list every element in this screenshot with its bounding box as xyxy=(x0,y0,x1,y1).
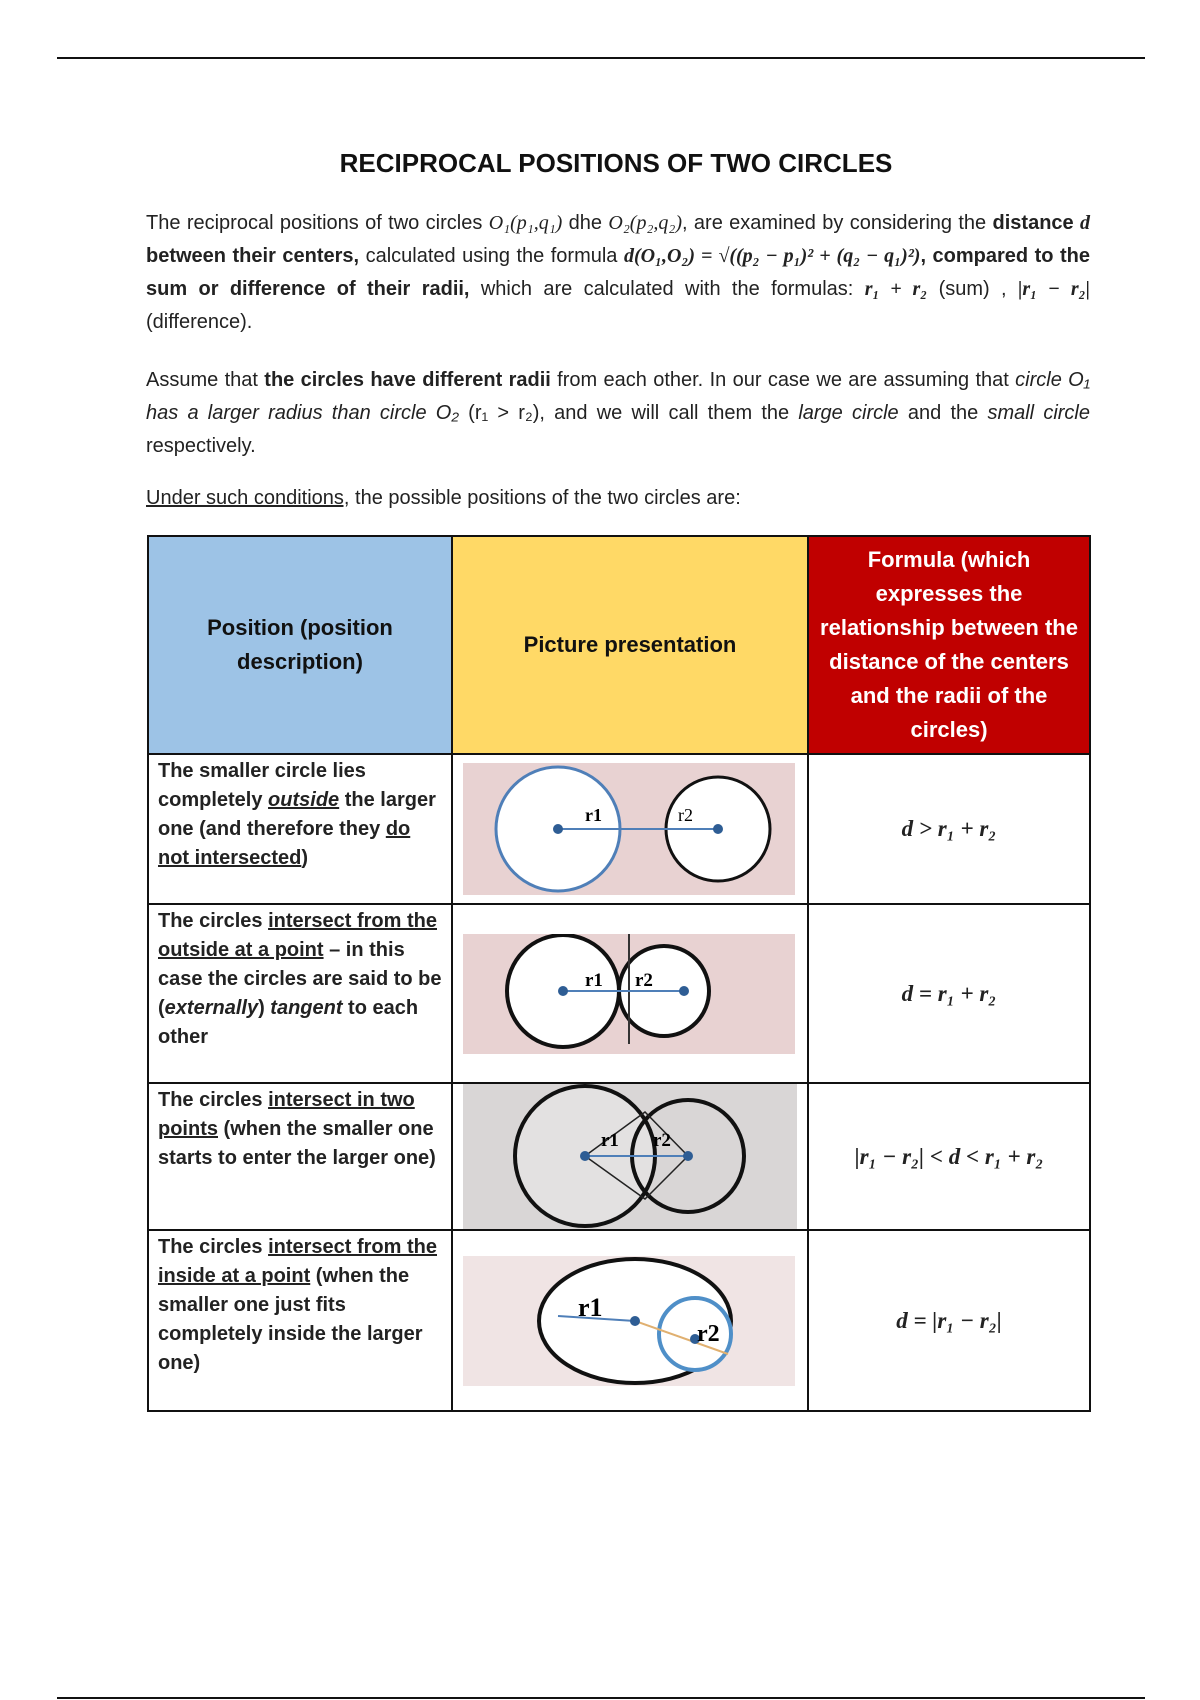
external-circles-diagram xyxy=(463,763,795,895)
label-r2: r2 xyxy=(635,969,653,991)
table-row xyxy=(148,1230,1090,1411)
label-r1: r1 xyxy=(585,805,602,825)
position-description: The circles intersect in two points (when the smaller one starts to enter the larger one) xyxy=(148,1083,452,1230)
header-position: Position (position description) xyxy=(148,536,452,754)
page-title: RECIPROCAL POSITIONS OF TWO CIRCLES xyxy=(339,148,893,178)
picture-cell xyxy=(452,1230,808,1411)
table-row xyxy=(148,754,1090,904)
conditions-paragraph: Under such conditions, the possible positions of the two circles are: xyxy=(146,487,741,509)
table-header-row xyxy=(148,536,1090,754)
assumption-paragraph: Assume that the circles have different radii from each other. In our case we are assuming that circle O₁ has a larger radius than circle O₂ (r₁ > r₂), and we will call them the large circle and the small circle respectively. xyxy=(146,369,1091,457)
label-r2: r2 xyxy=(697,1320,720,1347)
label-r2: r2 xyxy=(653,1130,671,1151)
label-r1: r1 xyxy=(578,1292,603,1322)
internally-tangent-diagram xyxy=(463,1256,795,1386)
label-r2: r2 xyxy=(678,805,693,825)
label-r1: r1 xyxy=(585,969,603,991)
position-description: The circles intersect from the outside at a point – in this case the circles are said to be (externally) tangent to each other xyxy=(148,904,452,1083)
table-row xyxy=(148,904,1090,1083)
picture-cell xyxy=(452,1083,808,1230)
formula-cell: d = r₁ + r₂ xyxy=(808,904,1090,1083)
position-description: The circles intersect from the inside at a point (when the smaller one just fits completely inside the larger one) xyxy=(148,1230,452,1411)
externally-tangent-diagram xyxy=(463,934,795,1054)
header-picture: Picture presentation xyxy=(452,536,808,754)
bottom-rule xyxy=(57,1697,1145,1699)
formula-cell: d > r₁ + r₂ xyxy=(808,754,1090,904)
label-r1: r1 xyxy=(601,1130,619,1151)
intro-paragraph: The reciprocal positions of two circles O₁(p₁,q₁) dhe O₂(p₂,q₂), are examined by considering the distance d between their centers, calculated using the formula d(O₁,O₂) = √((p₂ − p₁)² + (q₂ − q₁)²), compared to the sum or difference of their radii, which are calculated with the formulas: r₁ + r₂ (sum) , |r₁ − r₂| (difference). xyxy=(146,212,1091,333)
formula-cell: d = |r₁ − r₂| xyxy=(808,1230,1090,1411)
picture-cell xyxy=(452,754,808,904)
two-point-intersection-diagram xyxy=(463,1084,797,1229)
header-formula: Formula (which expresses the relationship between the distance of the centers and the radii of the circles) xyxy=(808,536,1090,754)
formula-cell: |r₁ − r₂| < d < r₁ + r₂ xyxy=(808,1083,1090,1230)
positions-table xyxy=(147,535,1091,1412)
top-rule xyxy=(57,57,1145,59)
picture-cell xyxy=(452,904,808,1083)
table-row xyxy=(148,1083,1090,1230)
position-description: The smaller circle lies completely outside the larger one (and therefore they do not intersected) xyxy=(148,754,452,904)
